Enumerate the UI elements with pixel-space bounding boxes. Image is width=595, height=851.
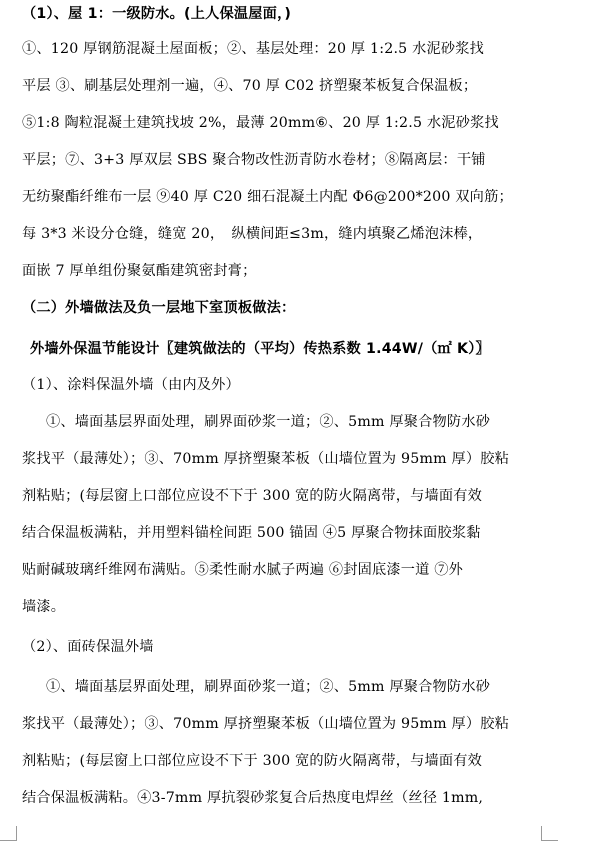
subheading-tile-wall: （2）、面砖保温外墙	[22, 639, 154, 655]
crop-mark-right	[541, 826, 558, 841]
paragraph-line: 剂粘贴；(每层窗上口部位应设不下于 300 宽的防火隔离带，与墙面有效	[22, 753, 483, 769]
paragraph-line: 平层 ③、刷基层处理剂一遍，④、70 厚 C02 挤塑聚苯板复合保温板；	[22, 78, 478, 94]
paragraph-line: 墙漆。	[22, 599, 66, 615]
paragraph-line: ①、120 厚钢筋混凝土屋面板；②、基层处理：20 厚 1:2.5 水泥砂浆找	[22, 41, 485, 57]
paragraph-line: 面嵌 7 厚单组份聚氨酯建筑密封膏；	[22, 263, 257, 279]
paragraph-line: 无纺聚酯纤维布一层 ⑨40 厚 C20 细石混凝土内配 Φ6@200*200 双向筋；	[22, 189, 513, 205]
paragraph-line: 剂粘贴；(每层窗上口部位应设不下于 300 宽的防火隔离带，与墙面有效	[22, 488, 483, 504]
heading-exterior-wall: （二）外墙做法及负一层地下室顶板做法：	[22, 300, 296, 316]
paragraph-line: 每 3*3 米设分仓缝，缝宽 20， 纵横间距≤3m，缝内填聚乙烯泡沫棒，	[22, 226, 483, 242]
paragraph-line: 结合保温板满粘，并用塑料锚栓间距 500 锚固 ④5 厚聚合物抹面胶浆黏	[22, 525, 481, 541]
subheading-paint-wall: （1）、涂料保温外墙（由内及外）	[22, 377, 240, 393]
paragraph-line: ①、墙面基层界面处理，刷界面砂浆一道；②、5mm 厚聚合物防水砂	[46, 414, 491, 430]
paragraph-line: 贴耐碱玻璃纤维网布满贴。⑤柔性耐水腻子两遍 ⑥封固底漆一道 ⑦外	[22, 562, 464, 578]
paragraph-line: 浆找平（最薄处）；③、70mm 厚挤塑聚苯板（山墙位置为 95mm 厚）胶粘	[22, 451, 510, 467]
paragraph-line: ⑤1:8 陶粒混凝土建筑找坡 2%，最薄 20mm⑥、20 厚 1:2.5 水泥砂浆找	[22, 115, 499, 131]
paragraph-line: 平层；⑦、3+3 厚双层 SBS 聚合物改性沥青防水卷材；⑧隔离层：干铺	[22, 152, 486, 168]
paragraph-line: ①、墙面基层界面处理，刷界面砂浆一道；②、5mm 厚聚合物防水砂	[46, 679, 491, 695]
heading-roof-1: （1）、屋 1：一级防水。(上人保温屋面，)	[22, 6, 292, 22]
paragraph-line: 浆找平（最薄处）；③、70mm 厚挤塑聚苯板（山墙位置为 95mm 厚）胶粘	[22, 716, 510, 732]
paragraph-line: 结合保温板满粘。④3-7mm 厚抗裂砂浆复合后热度电焊丝（丝径 1mm,	[22, 790, 484, 806]
heading-insulation-design: 外墙外保温节能设计〖建筑做法的（平均）传热系数 1.44W/（㎡ K）〗	[30, 341, 490, 357]
crop-mark-left	[0, 826, 17, 841]
